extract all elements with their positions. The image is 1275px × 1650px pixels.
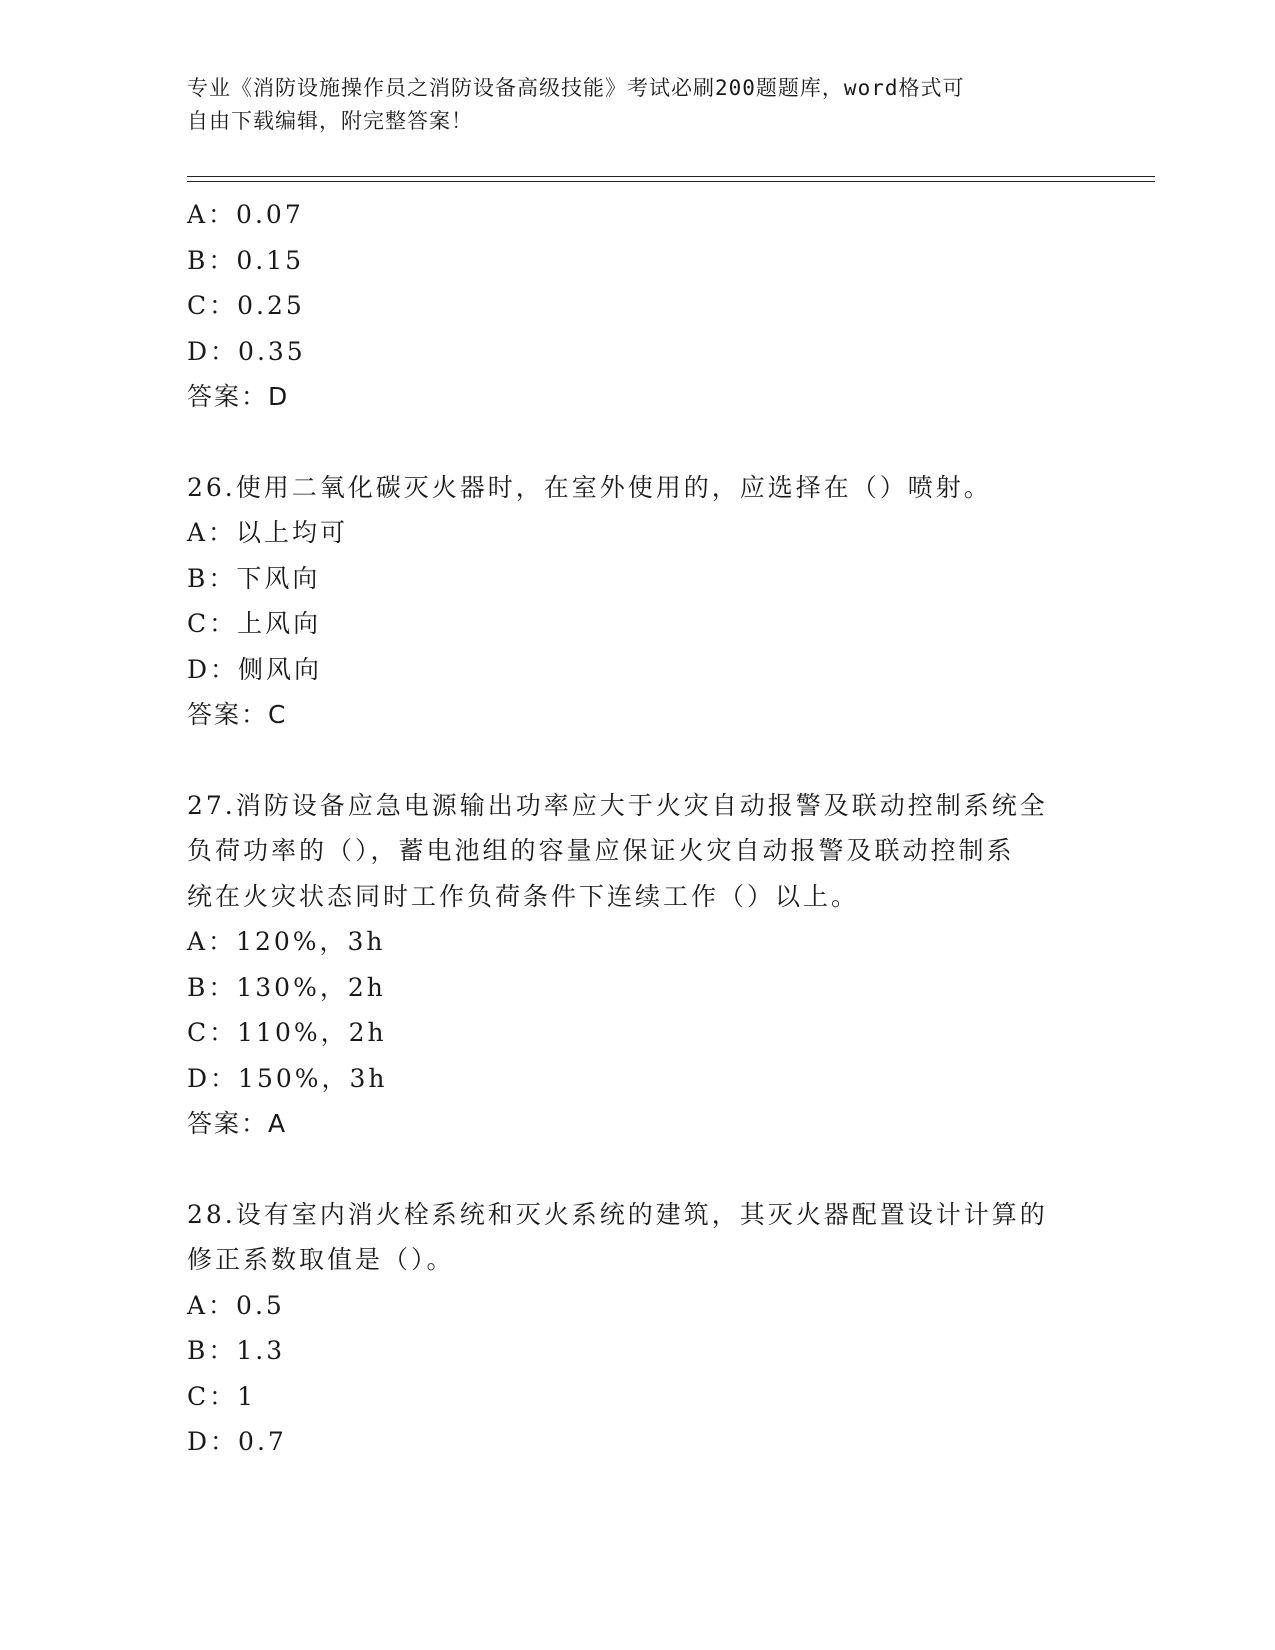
header-rule-top bbox=[187, 176, 1155, 177]
option-c: C：1 bbox=[187, 1381, 257, 1411]
option-a: A：120%，3h bbox=[187, 927, 386, 956]
question-stem bbox=[187, 783, 1087, 920]
stem-line: 负荷功率的（），蓄电池组的容量应保证火灾自动报警及联动控制系 bbox=[187, 836, 1015, 865]
option-b: B：1.3 bbox=[187, 1336, 286, 1365]
stem-line: 修正系数取值是（）。 bbox=[187, 1245, 455, 1274]
answer-label: 答案：C bbox=[187, 700, 288, 729]
stem-line: 27.消防设备应急电源输出功率应大于火灾自动报警及联动控制系统全 bbox=[187, 790, 1048, 820]
option-d: D：0.7 bbox=[187, 1427, 287, 1456]
header-line-1: 专业《消防设施操作员之消防设备高级技能》考试必刷200题题库，word格式可 bbox=[187, 76, 965, 100]
question-27 bbox=[187, 783, 1087, 1147]
option-c: C：110%，2h bbox=[187, 1018, 387, 1047]
option-c: C：0.25 bbox=[187, 291, 305, 320]
option-a: A：0.5 bbox=[187, 1290, 285, 1320]
document-header bbox=[187, 72, 1087, 138]
question-stem bbox=[187, 1192, 1087, 1283]
stem-line: 28.设有室内消火栓系统和灭火系统的建筑，其灭火器配置设计计算的 bbox=[187, 1199, 1048, 1229]
option-b: B：0.15 bbox=[187, 245, 305, 275]
option-a: A：以上均可 bbox=[187, 518, 349, 547]
question-25 bbox=[187, 192, 1087, 420]
question-28 bbox=[187, 1192, 1087, 1465]
stem-line: 统在火灾状态同时工作负荷条件下连续工作（）以上。 bbox=[187, 881, 860, 911]
option-b: B：130%，2h bbox=[187, 972, 386, 1002]
option-b: B：下风向 bbox=[187, 563, 321, 593]
question-list bbox=[187, 192, 1087, 1465]
question-26 bbox=[187, 465, 1087, 738]
question-stem bbox=[187, 465, 1087, 511]
header-rule-bottom bbox=[187, 181, 1155, 182]
header-line-2: 自由下载编辑，附完整答案！ bbox=[187, 109, 473, 133]
answer-label: 答案：A bbox=[187, 1109, 288, 1138]
option-a: A：0.07 bbox=[187, 200, 304, 229]
option-c: C：上风向 bbox=[187, 609, 322, 638]
option-d: D：侧风向 bbox=[187, 654, 323, 684]
option-d: D：0.35 bbox=[187, 336, 306, 366]
option-d: D：150%，3h bbox=[187, 1063, 388, 1093]
answer-label: 答案：D bbox=[187, 382, 290, 411]
stem-line: 26.使用二氧化碳灭火器时，在室外使用的，应选择在（）喷射。 bbox=[187, 472, 992, 502]
